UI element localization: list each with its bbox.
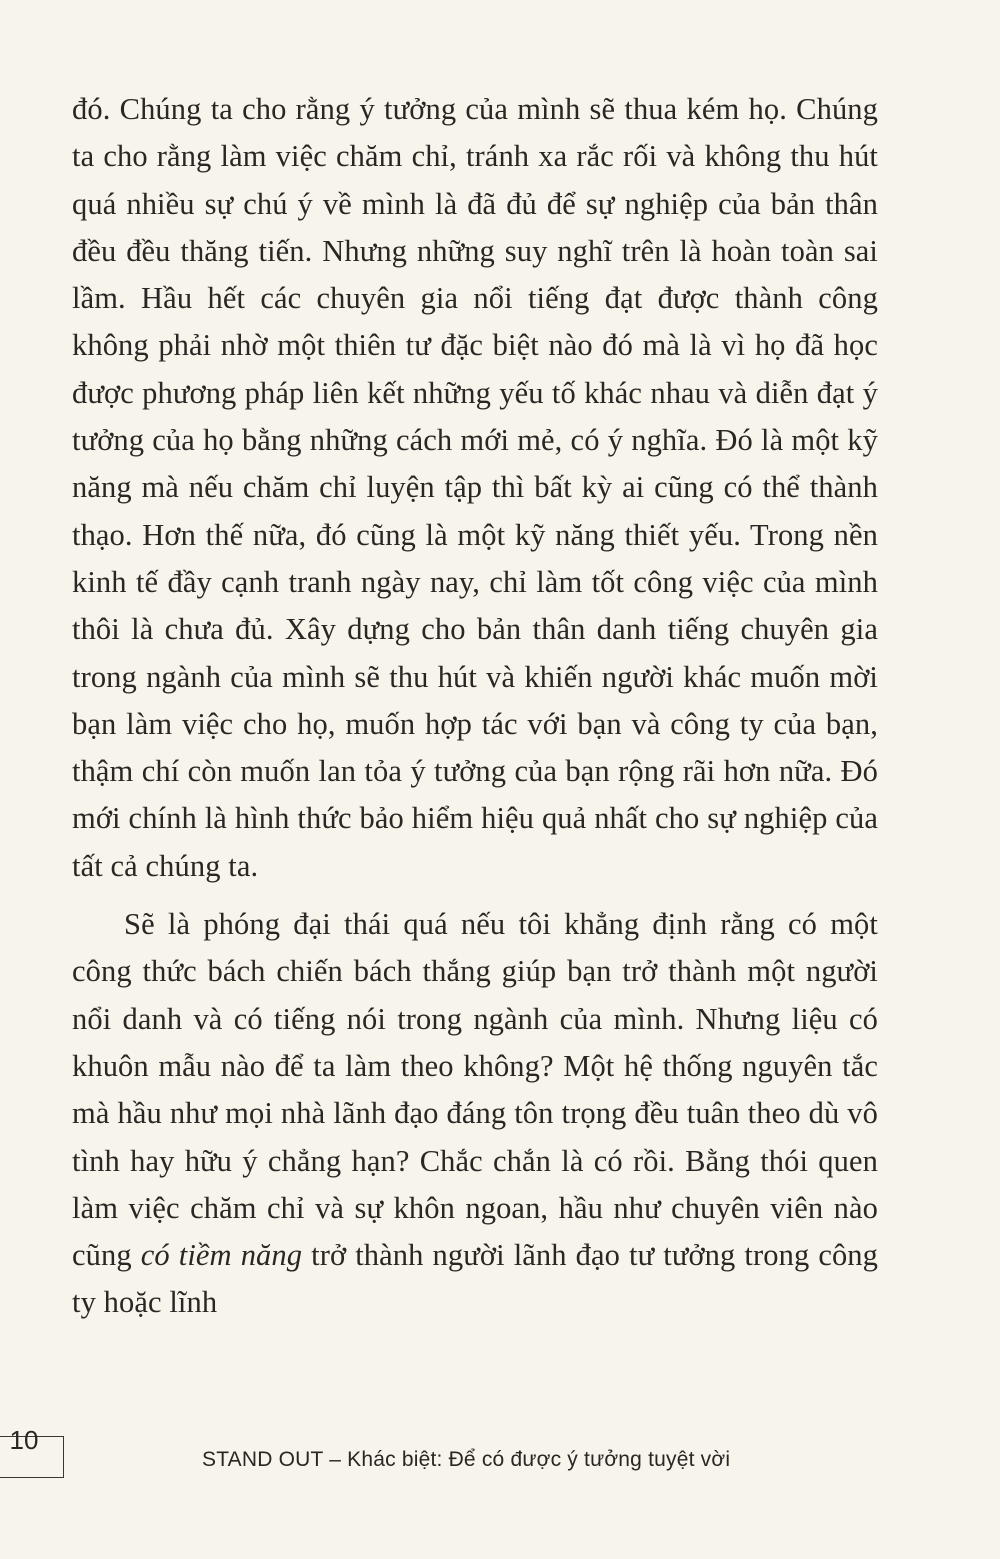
body-text [72,86,878,1327]
paragraph-2-text-end: trở thành người lãnh đạo tư tưởng trong công ty hoặc lĩnh [72,1238,879,1320]
paragraph-1 [72,86,878,890]
running-title: STAND OUT – Khác biệt: Để có được ý tưởng tuyệt vời [202,1448,731,1471]
page-footer [0,1420,1000,1490]
page-number: 10 [9,1424,39,1455]
paragraph-2-text-start: Sẽ là phóng đại thái quá nếu tôi khẳng định rằng có một công thức bách chiến bách thắng giúp bạn trở thành một người nổi danh và có tiếng nói trong ngành của mình. Nhưng liệu có khuôn mẫu nào để ta làm theo không? Một hệ thống nguyên tắc mà hầu như mọi nhà lãnh đạo đáng tôn trọng đều tuân theo dù vô tình hay hữu ý chẳng hạn? Chắc chắn là có rồi. Bằng thói quen làm việc chăm chỉ và sự khôn ngoan, hầu như chuyên viên nào cũng [72,907,878,1273]
paragraph-2-emphasis: có tiềm năng [140,1238,303,1273]
paragraph-1-text: đó. Chúng ta cho rằng ý tưởng của mình sẽ thua kém họ. Chúng ta cho rằng làm việc chăm chỉ, tránh xa rắc rối và không thu hút quá nhiều sự chú ý về mình là đã đủ để sự nghiệp của bản thân đều đều thăng tiến. Nhưng những suy nghĩ trên là hoàn toàn sai lầm. Hầu hết các chuyên gia nổi tiếng đạt được thành công không phải nhờ một thiên tư đặc biệt nào đó mà là vì họ đã học được phương pháp liên kết những yếu tố khác nhau và diễn đạt ý tưởng của họ bằng những cách mới mẻ, có ý nghĩa. Đó là một kỹ năng mà nếu chăm chỉ luyện tập thì bất kỳ ai cũng có thể thành thạo. Hơn thế nữa, đó cũng là một kỹ năng thiết yếu. Trong nền kinh tế đầy cạnh tranh ngày nay, chỉ làm tốt công việc của mình thôi là chưa đủ. Xây dựng cho bản thân danh tiếng chuyên gia trong ngành của mình sẽ thu hút và khiến người khác muốn mời bạn làm việc cho họ, muốn hợp tác với bạn và công ty của bạn, thậm chí còn muốn lan tỏa ý tưởng của bạn rộng rãi hơn nữa. Đó mới chính là hình thức bảo hiểm hiệu quả nhất cho sự nghiệp của tất cả chúng ta. [72,92,878,883]
paragraph-2 [72,901,878,1327]
